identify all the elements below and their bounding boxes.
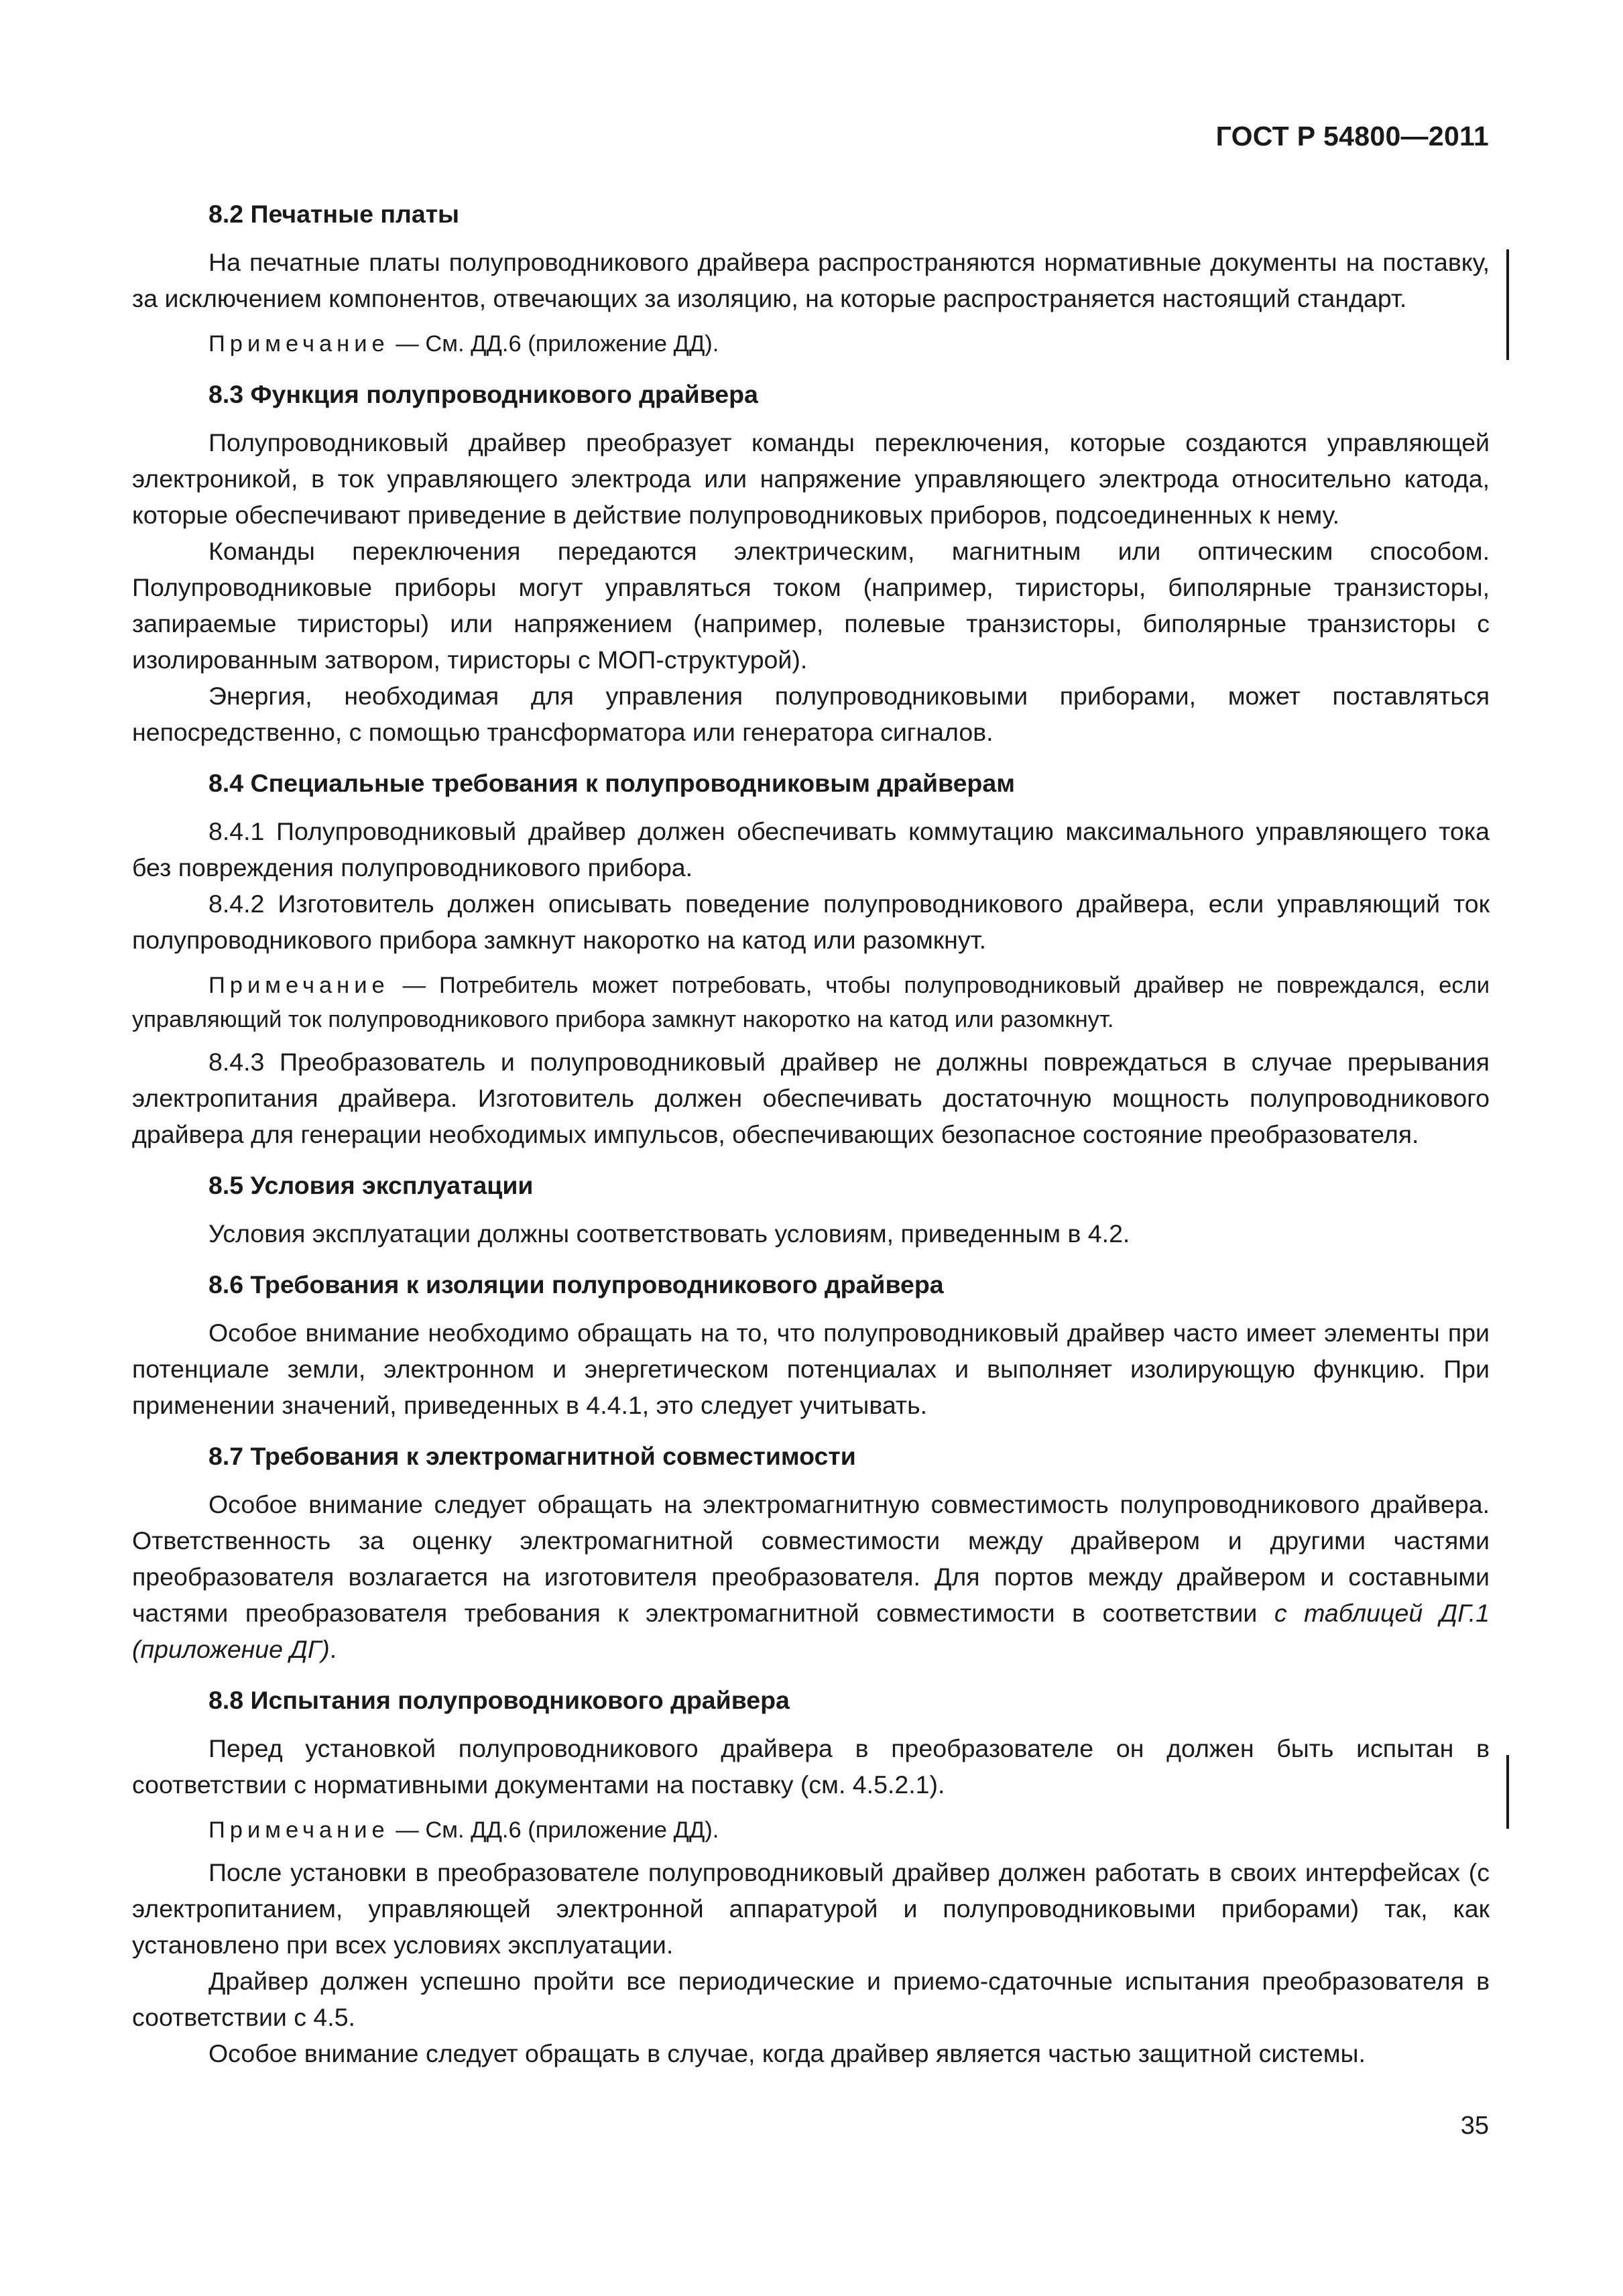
page-number: 35 (1460, 2112, 1489, 2140)
note (132, 969, 1490, 1037)
paragraph: 8.4.3 Преобразователь и полупроводниковый драйвер не должны повреждаться в случае прерывания электропитания драйвера. Изготовитель должен обеспечивать достаточную мощность полупроводникового драйвера для генерации необходимых импульсов, обеспечивающих безопасное состояние преобразователя. (132, 1048, 1490, 1148)
paragraph: 8.4.2 Изготовитель должен описывать поведение полупроводникового драйвера, если управляющий ток полупроводникового прибора замкнут накоротко на катод или разомкнут. (132, 890, 1490, 954)
section-heading: 8.6 Требования к изоляции полупроводникового драйвера (208, 1270, 944, 1298)
section-heading: 8.5 Условия эксплуатации (208, 1171, 534, 1199)
paragraph: Особое внимание следует обращать в случае, когда драйвер является частью защитной системы. (208, 2039, 1366, 2067)
standard-header: ГОСТ Р 54800—2011 (1215, 121, 1489, 152)
table-reference: с таблицей ДГ.1 (приложение ДГ) (132, 1599, 1490, 1663)
section-heading: 8.4 Специальные требования к полупроводниковым драйверам (208, 769, 1015, 797)
paragraph: Особое внимание необходимо обращать на то, что полупроводниковый драйвер часто имеет элементы при потенциале земли, электронном и энергетическом потенциалах и выполняет изолирующую функцию. При применении значений, приведенных в 4.4.1, это следует учитывать. (132, 1319, 1490, 1419)
note-label: Примечание (208, 331, 389, 357)
note-text: — Потребитель может потребовать, чтобы полупроводниковый драйвер не повреждался, если управляющий ток полупроводникового прибора замкнут накоротко на катод или разомкнут. (132, 973, 1490, 1032)
note-text: — См. ДД.6 (приложение ДД). (389, 331, 719, 357)
paragraph: Условия эксплуатации должны соответствовать условиям, приведенным в 4.2. (208, 1219, 1130, 1248)
change-bar (1506, 1755, 1509, 1829)
paragraph: 8.4.1 Полупроводниковый драйвер должен обеспечивать коммутацию максимального управляющего тока без повреждения полупроводникового прибора. (132, 817, 1490, 882)
paragraph-text: Особое внимание следует обращать на электромагнитную совместимость полупроводникового драйвера. Ответственность за оценку электромагнитной совместимости между драйвером и другими частями преобразователя возлагается на изготовителя преобразователя. Для портов между драйвером и составными частями преобразователя требования к электромагнитной совместимости в соответствии (132, 1490, 1490, 1627)
document-body (132, 196, 1490, 2071)
note (132, 327, 1490, 361)
paragraph-end: . (329, 1635, 337, 1663)
paragraph: Полупроводниковый драйвер преобразует команды переключения, которые создаются управляющей электроникой, в ток управляющего электрода или напряжение управляющего электрода относительно катода, которые обеспечивают приведение в действие полупроводниковых приборов, подсоединенных к нему. (132, 428, 1490, 529)
note-label: Примечание (208, 1817, 389, 1843)
section-heading: 8.7 Требования к электромагнитной совместимости (208, 1442, 856, 1470)
paragraph: На печатные платы полупроводникового драйвера распространяются нормативные документы на поставку, за исключением компонентов, отвечающих за изоляцию, на которые распространяется настоящий стандарт. (132, 248, 1490, 312)
paragraph: Перед установкой полупроводникового драйвера в преобразователе он должен быть испытан в соответствии с нормативными документами на поставку (см. 4.5.2.1). (132, 1734, 1490, 1799)
paragraph: После установки в преобразователе полупроводниковый драйвер должен работать в своих интерфейсах (с электропитанием, управляющей электронной аппаратурой и полупроводниковыми приборами) так, как установлено при всех условиях эксплуатации. (132, 1858, 1490, 1959)
section-heading: 8.8 Испытания полупроводникового драйвера (208, 1686, 790, 1714)
change-bar (1506, 249, 1509, 360)
section-heading: 8.2 Печатные платы (208, 200, 460, 228)
paragraph: Драйвер должен успешно пройти все периодические и приемо-сдаточные испытания преобразователя в соответствии с 4.5. (132, 1967, 1490, 2031)
paragraph (132, 1486, 1490, 1667)
note-text: — См. ДД.6 (приложение ДД). (389, 1817, 719, 1843)
section-heading: 8.3 Функция полупроводникового драйвера (208, 380, 758, 408)
paragraph: Команды переключения передаются электрическим, магнитным или оптическим способом. Полупроводниковые приборы могут управляться током (например, тиристоры, биполярные транзисторы, запираемые тиристоры) или напряжением (например, полевые транзисторы, биполярные транзисторы с изолированным затвором, тиристоры с МОП-структурой). (132, 537, 1490, 674)
paragraph: Энергия, необходимая для управления полупроводниковыми приборами, может поставляться непосредственно, с помощью трансформатора или генератора сигналов. (132, 682, 1490, 746)
note (132, 1813, 1490, 1848)
note-label: Примечание (208, 973, 389, 998)
